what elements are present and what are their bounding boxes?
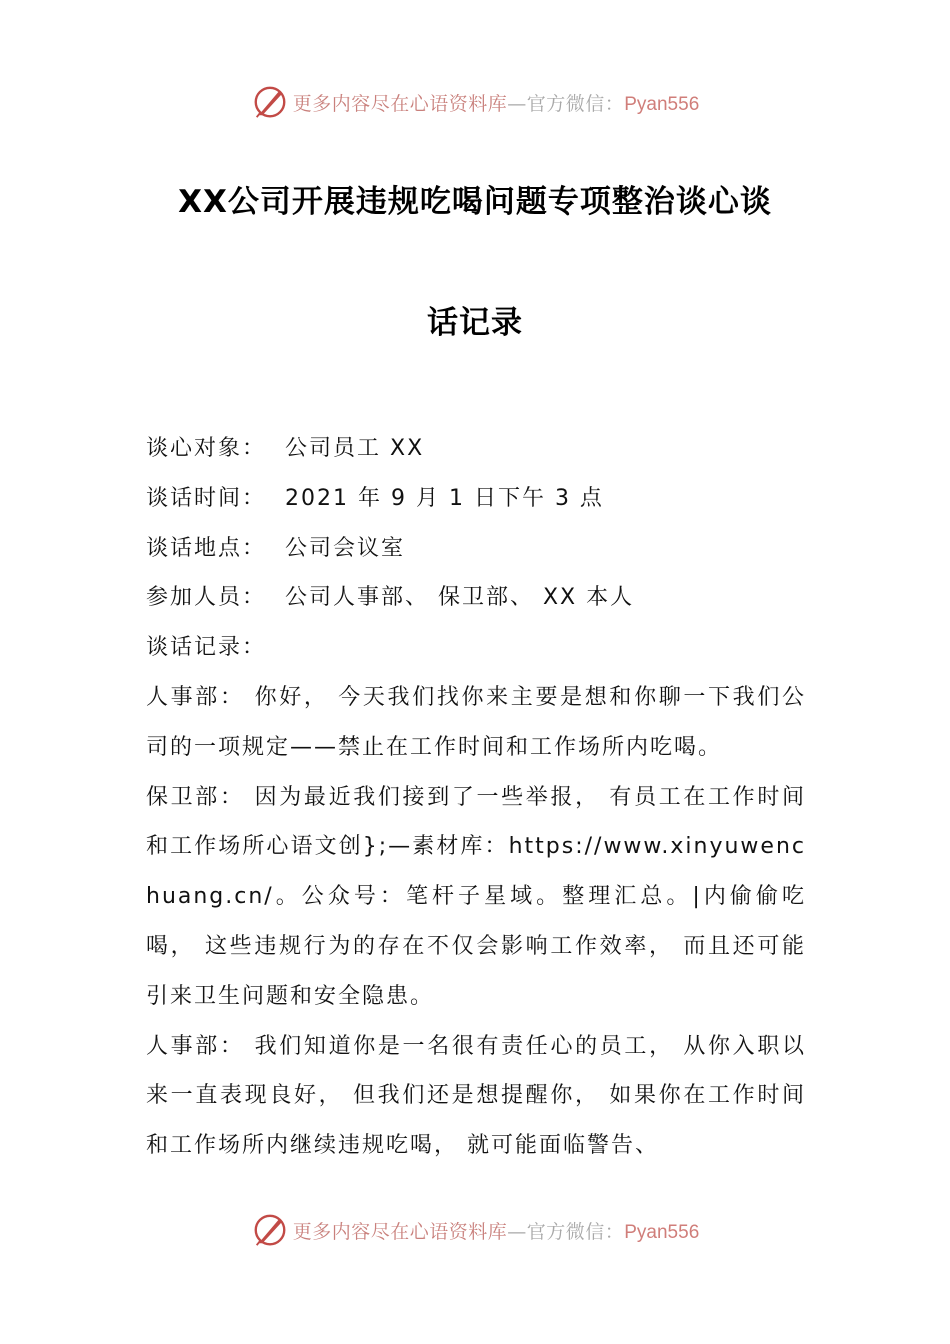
field-label: 谈心对象： <box>146 436 267 461</box>
watermark-label: 官方微信： <box>526 92 625 115</box>
dialogue-text: 因为最近我们接到了一些举报， 有员工在工作时间和工作场所心语文创};—素材库：https://www.xinyuwenchuang.cn/。公众号：笔杆子星域。整理汇总。|内偷偷吃喝， 这些违规行为的存在不仅会影响工作效率， 而且还可能引来卫生问题和安全隐患。 <box>146 784 806 1009</box>
speaker-label: 人事部： <box>146 1033 245 1059</box>
record-label: 谈话记录： <box>146 635 267 661</box>
header-watermark <box>0 80 950 124</box>
dialogue-text: 我们知道你是一名很有责任心的员工， 从你入职以来一直表现良好， 但我们还是想提醒你， 如果你在工作时间和工作场所内继续违规吃喝， 就可能面临警告、 <box>146 1033 806 1159</box>
watermark-dash: — <box>507 1220 527 1243</box>
dialogue-text: 你好， 今天我们找你来主要是想和你聊一下我们公司的一项规定——禁止在工作时间和工作场所内吃喝。 <box>146 684 806 760</box>
document-body <box>146 424 806 1171</box>
field-value: 公司人事部、 保卫部、 XX 本人 <box>285 585 635 611</box>
watermark-site: 更多内容尽在心语资料库 <box>292 1220 508 1243</box>
watermark-site: 更多内容尽在心语资料库 <box>292 92 508 115</box>
dialogue-paragraph <box>146 1022 806 1171</box>
watermark-label: 官方微信： <box>526 1220 625 1243</box>
watermark-text <box>293 1217 700 1244</box>
field-value: 公司员工 XX <box>285 436 425 461</box>
watermark-text <box>293 89 700 116</box>
field-row-participants <box>146 573 806 623</box>
dialogue-paragraph <box>146 673 806 773</box>
field-row-time <box>146 474 806 524</box>
speaker-label: 人事部： <box>146 684 245 710</box>
watermark-dash: — <box>507 92 527 115</box>
quill-logo-icon <box>251 1211 289 1249</box>
field-label: 谈话时间： <box>146 485 267 511</box>
quill-logo-icon <box>251 83 289 121</box>
field-label: 谈话地点： <box>146 535 267 561</box>
field-value: 2021 年 9 月 1 日下午 3 点 <box>285 485 604 511</box>
watermark-id: Pyan556 <box>624 1221 700 1243</box>
dialogue-paragraph <box>146 773 806 1022</box>
footer-watermark <box>0 1208 950 1252</box>
document-title-line-2: 话记录 <box>427 305 523 341</box>
document-title-line-1: XX公司开展违规吃喝问题专项整治谈心谈 <box>178 184 772 220</box>
field-row-location <box>146 524 806 574</box>
field-row-subject <box>146 424 806 474</box>
field-label: 参加人员： <box>146 585 267 611</box>
field-value: 公司会议室 <box>285 535 406 561</box>
speaker-label: 保卫部： <box>146 784 245 810</box>
watermark-id: Pyan556 <box>624 93 700 115</box>
